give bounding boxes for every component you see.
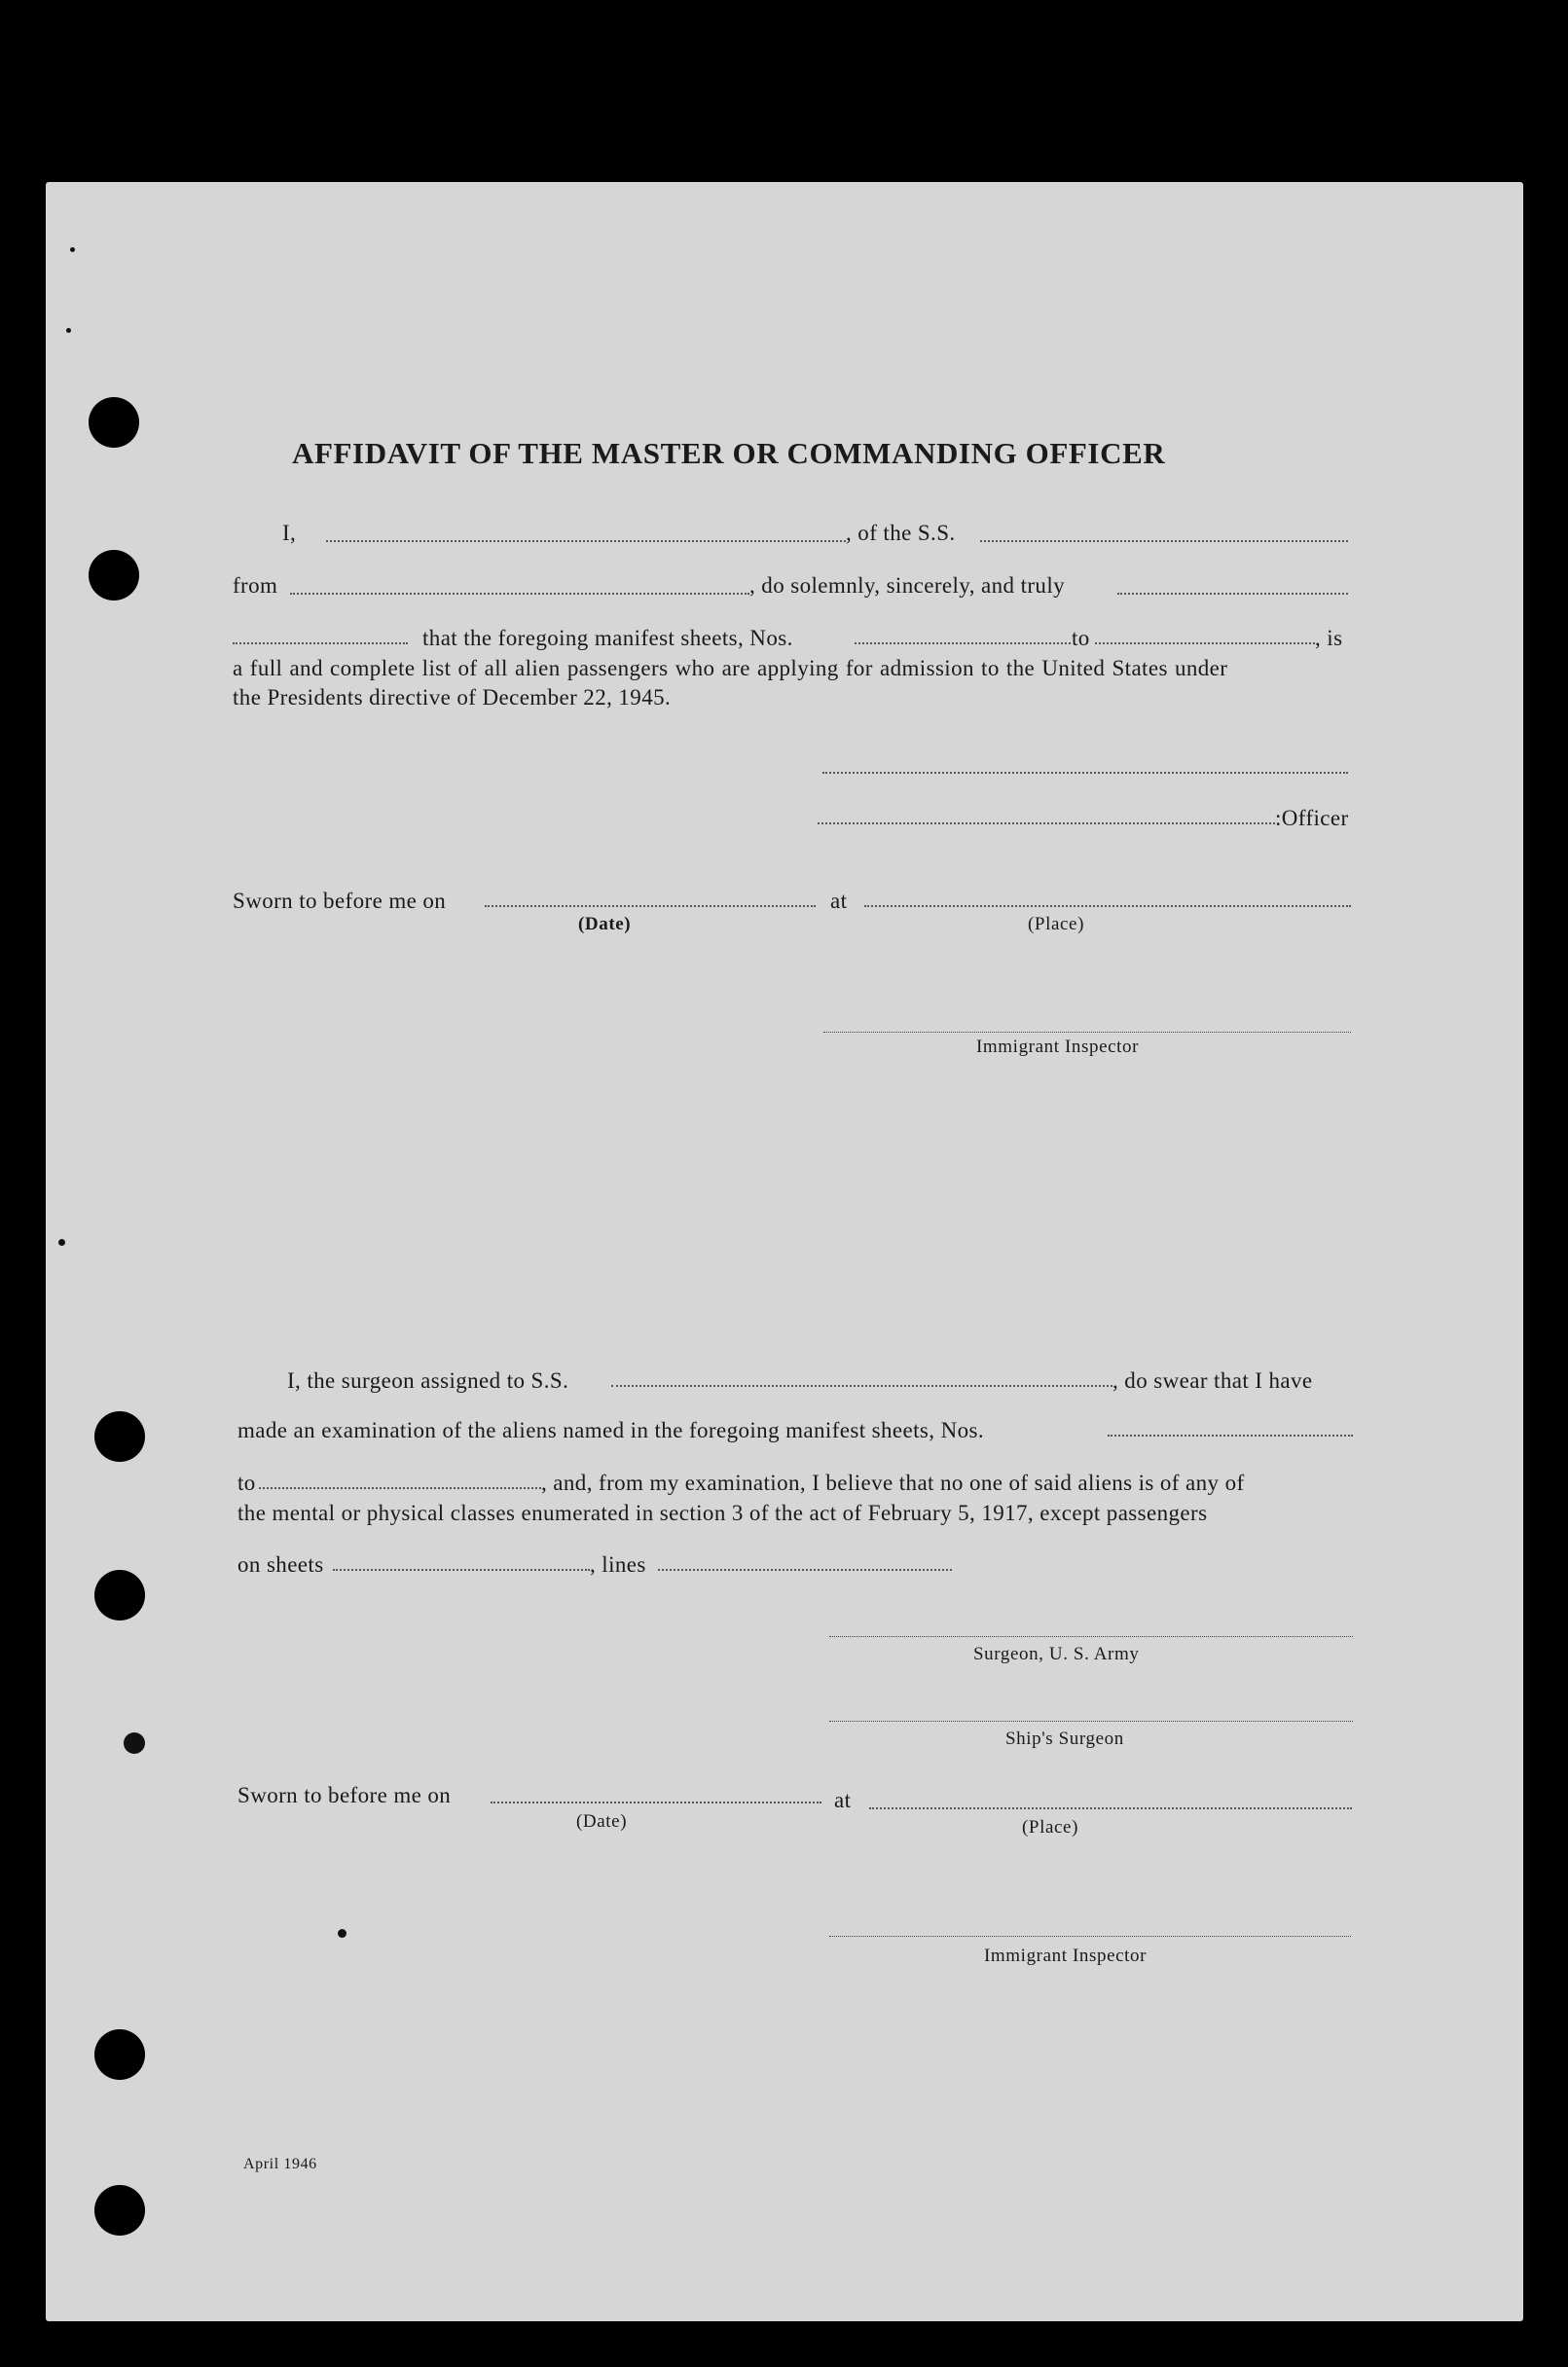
master-line2-from: from [233, 573, 278, 598]
punch-hole [89, 397, 139, 448]
master-line1-of-ss: , of the S.S. [846, 521, 956, 545]
master-line3-is: , is [1315, 626, 1343, 650]
master-place-caption: (Place) [1028, 914, 1084, 934]
punch-hole [94, 1570, 145, 1620]
surgeon-ship-field[interactable] [611, 1385, 1112, 1387]
from-port-field[interactable] [290, 593, 749, 595]
sheet-to-field[interactable] [1095, 642, 1315, 644]
master-sworn-place-field[interactable] [864, 905, 1351, 907]
punch-hole [94, 2185, 145, 2236]
master-line3-that: that the foregoing manifest sheets, Nos. [422, 626, 793, 650]
master-date-caption: (Date) [578, 914, 632, 934]
surgeon-line1-a: I, the surgeon assigned to S.S. [287, 1368, 569, 1393]
master-line4: a full and complete list of all alien passengers who are applying for admission to the United States under [233, 656, 1228, 680]
officer-label: :Officer [1275, 806, 1349, 830]
surgeon-line2: made an examination of the aliens named in the foregoing manifest sheets, Nos. [237, 1418, 984, 1442]
ship-name-field[interactable] [980, 540, 1348, 542]
paper-speck [124, 1732, 145, 1754]
excepted-lines-field[interactable] [658, 1569, 952, 1571]
officer-title-field[interactable] [818, 822, 1275, 824]
surgeon-line1-b: , do swear that I have [1112, 1368, 1313, 1393]
excepted-sheets-field[interactable] [333, 1569, 590, 1571]
surgeon-inspector-caption: Immigrant Inspector [984, 1946, 1148, 1966]
master-line5: the Presidents directive of December 22, 1945. [233, 685, 672, 710]
master-inspector-signature-line[interactable] [823, 1032, 1351, 1033]
sheet-from-field[interactable] [855, 642, 1071, 644]
master-line3-to: to [1072, 626, 1090, 650]
master-name-field[interactable] [326, 540, 846, 542]
surgeon-line5-lines: , lines [590, 1552, 646, 1577]
surgeon-line5-on: on sheets [237, 1552, 324, 1577]
surgeon-sheet-from-field[interactable] [1108, 1435, 1353, 1437]
punch-hole [94, 2029, 145, 2080]
surgeon-sworn-label: Sworn to before me on [237, 1783, 452, 1807]
master-sworn-date-field[interactable] [485, 905, 816, 907]
officer-signature-line[interactable] [822, 772, 1348, 774]
master-line2-swear: , do solemnly, sincerely, and truly [749, 573, 1066, 598]
paper-speck [70, 247, 75, 252]
punch-hole [94, 1411, 145, 1462]
paper-speck [66, 328, 71, 333]
surgeon-inspector-signature-line[interactable] [829, 1936, 1351, 1937]
ships-surgeon-caption: Ship's Surgeon [1005, 1729, 1124, 1749]
form-title: AFFIDAVIT OF THE MASTER OR COMMANDING OFFICER [292, 436, 1166, 470]
ships-surgeon-signature-line[interactable] [829, 1721, 1353, 1722]
surgeon-sworn-date-field[interactable] [491, 1802, 821, 1803]
surgeon-line4: the mental or physical classes enumerated in section 3 of the act of February 5, 1917, except passengers [237, 1501, 1208, 1525]
form-date-footer: April 1946 [243, 2156, 317, 2172]
surgeon-sworn-at: at [834, 1788, 852, 1812]
army-surgeon-caption: Surgeon, U. S. Army [973, 1644, 1140, 1664]
paper-speck [58, 1239, 65, 1246]
surgeon-date-caption: (Date) [576, 1811, 628, 1832]
master-sworn-label: Sworn to before me on [233, 889, 447, 913]
master-sworn-at: at [830, 889, 848, 913]
surgeon-line3-rest: , and, from my examination, I believe that no one of said aliens is of any of [541, 1471, 1245, 1495]
master-inspector-caption: Immigrant Inspector [976, 1037, 1140, 1057]
punch-hole [89, 550, 139, 601]
form-page [46, 182, 1523, 2321]
master-line1-i: I, [282, 521, 297, 545]
army-surgeon-signature-line[interactable] [829, 1636, 1353, 1637]
oath-field[interactable] [1117, 593, 1348, 595]
paper-speck [338, 1929, 346, 1938]
surgeon-sworn-place-field[interactable] [869, 1807, 1352, 1809]
surgeon-place-caption: (Place) [1022, 1817, 1078, 1838]
surgeon-sheet-to-field[interactable] [259, 1487, 541, 1489]
surgeon-line3-to: to [237, 1471, 256, 1495]
oath-field-cont[interactable] [233, 642, 408, 644]
